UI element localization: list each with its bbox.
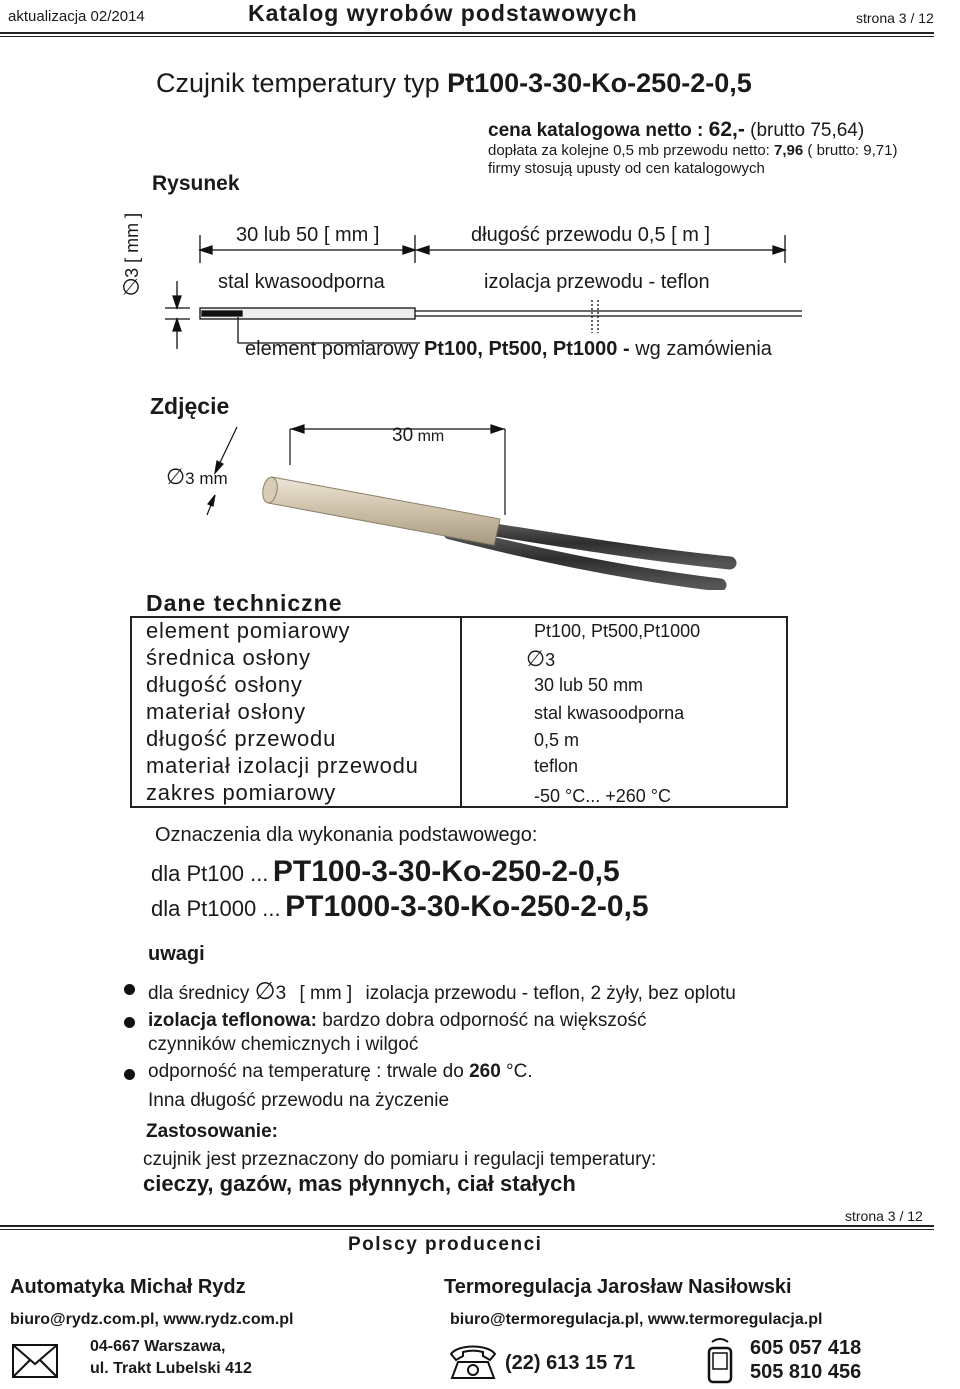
diameter-label-vertical — [118, 212, 144, 300]
photo-diameter-value: 3 mm — [185, 469, 228, 488]
sheath-material-label: stal kwasoodporna — [218, 271, 385, 293]
note-3-unit: °C. — [500, 1061, 533, 1082]
sheath-length-label: 30 lub 50 [ mm ] — [236, 224, 380, 246]
note-4: Inna długość przewodu na życzenie — [148, 1090, 450, 1111]
element-types: Pt100, Pt500, Pt1000 - — [423, 338, 636, 360]
note-3-value: 260 — [469, 1061, 501, 1082]
designation-pt1000-label: dla Pt1000 ... — [151, 896, 281, 921]
note-1-text: izolacja przewodu - teflon, 2 żyły, bez oplotu — [365, 983, 736, 1004]
price-value: 62,- — [708, 118, 745, 141]
designation-pt1000-code: PT1000-3-30-Ko-250-2-0,5 — [285, 890, 649, 923]
tech-label: średnica osłony — [146, 645, 311, 670]
tech-value: 3 — [545, 650, 556, 670]
application-media: cieczy, gazów, mas płynnych, ciał stałych — [143, 1171, 576, 1196]
bullet — [124, 1069, 135, 1080]
tech-value: -50 °C... +260 °C — [534, 786, 671, 806]
company-2-mobile-2[interactable]: 505 810 456 — [750, 1361, 862, 1383]
note-1-unit: [ mm ] — [299, 983, 353, 1004]
cable-length-label: długość przewodu 0,5 [ m ] — [471, 224, 711, 246]
designation-pt1000 — [151, 890, 649, 924]
company-1-name: Automatyka Michał Rydz — [10, 1276, 246, 1298]
update-date: aktualizacja 02/2014 — [8, 8, 145, 25]
company-1-address-2: ul. Trakt Lubelski 412 — [90, 1360, 252, 1377]
footer-rule — [0, 1225, 934, 1227]
element-label-suffix: wg zamówienia — [635, 338, 772, 360]
envelope-icon — [12, 1344, 58, 1383]
tech-value: teflon — [534, 756, 579, 776]
header-rule — [0, 32, 934, 34]
note-1-diameter: 3 — [275, 983, 287, 1004]
designation-pt100 — [151, 855, 620, 889]
company-2-contact[interactable]: biuro@termoregulacja.pl, www.termoregulacja.pl — [450, 1311, 823, 1328]
company-2-phone[interactable]: (22) 613 15 71 — [505, 1352, 636, 1374]
price-label: cena katalogowa netto : — [488, 120, 709, 141]
element-label-prefix: element pomiarowy — [245, 338, 424, 360]
tech-value-diameter — [526, 646, 555, 672]
insulation-label: izolacja przewodu - teflon — [484, 271, 710, 293]
extra-price-value: 7,96 — [774, 142, 804, 159]
photo-length-value: 30 — [392, 425, 414, 446]
product-code: Pt100-3-30-Ko-250-2-0,5 — [447, 68, 752, 98]
tech-label: materiał osłony — [146, 699, 306, 724]
diameter-icon: ∅ — [166, 464, 186, 489]
tech-table-divider — [460, 618, 462, 808]
diameter-label: 3 [ mm ] — [122, 212, 142, 278]
note-3 — [148, 1061, 533, 1083]
designation-pt100-label: dla Pt100 ... — [151, 861, 269, 886]
tech-label: materiał izolacji przewodu — [146, 753, 419, 778]
note-2-bold: izolacja teflonowa: — [148, 1010, 317, 1031]
telephone-icon — [448, 1342, 498, 1385]
note-1-prefix: dla średnicy — [148, 983, 255, 1004]
header-rule-thin — [0, 36, 934, 37]
application-text: czujnik jest przeznaczony do pomiaru i regulacji temperatury: — [143, 1149, 657, 1170]
element-label — [245, 338, 772, 361]
company-1-address-1: 04-667 Warszawa, — [90, 1338, 226, 1355]
diameter-icon: ∅ — [254, 978, 276, 1005]
tech-table — [130, 616, 788, 808]
extra-price-label: dopłata za kolejne 0,5 mb przewodu netto: — [488, 142, 775, 159]
producers-heading: Polscy producenci — [348, 1234, 543, 1255]
note-2-line2: czynników chemicznych i wilgoć — [148, 1034, 419, 1055]
tech-heading: Dane techniczne — [146, 590, 343, 616]
tech-value: 0,5 m — [534, 730, 580, 750]
note-2-text: bardzo dobra odporność na większość — [316, 1010, 647, 1031]
designation-pt100-code: PT100-3-30-Ko-250-2-0,5 — [272, 855, 620, 888]
tech-label: element pomiarowy — [146, 618, 351, 643]
footer-rule-thin — [0, 1229, 934, 1230]
price-brutto: (brutto 75,64) — [744, 120, 865, 141]
bullet — [124, 984, 135, 995]
tech-label: długość osłony — [146, 672, 303, 697]
tech-value: 30 lub 50 mm — [534, 675, 644, 695]
tech-value: stal kwasoodporna — [534, 703, 685, 723]
page-number: strona 3 / 12 — [856, 10, 934, 26]
note-2 — [148, 1010, 646, 1032]
photo-length-unit: mm — [413, 428, 445, 445]
photo-heading: Zdjęcie — [150, 393, 230, 419]
catalog-title: Katalog wyrobów podstawowych — [248, 0, 638, 26]
diameter-icon: ∅ — [526, 646, 546, 671]
sensor-photo — [200, 415, 740, 590]
mobile-phone-icon — [706, 1336, 734, 1389]
application-heading: Zastosowanie: — [146, 1121, 278, 1142]
bullet — [124, 1017, 135, 1028]
company-2-mobile-1[interactable]: 605 057 418 — [750, 1337, 862, 1359]
diameter-icon: ∅ — [121, 274, 141, 300]
discount-note: firmy stosują upusty od cen katalogowych — [488, 160, 765, 177]
drawing-heading: Rysunek — [152, 172, 240, 195]
notes-heading: uwagi — [148, 943, 205, 965]
tech-value: Pt100, Pt500,Pt1000 — [534, 621, 701, 641]
product-title-prefix: Czujnik temperatury typ — [156, 68, 448, 98]
tech-label: długość przewodu — [146, 726, 337, 751]
extra-price-line — [488, 142, 897, 159]
company-1-contact[interactable]: biuro@rydz.com.pl, www.rydz.com.pl — [10, 1311, 294, 1328]
tech-label: zakres pomiarowy — [146, 780, 337, 805]
designations-heading: Oznaczenia dla wykonania podstawowego: — [155, 824, 538, 846]
price-line — [488, 118, 864, 142]
note-3-text: odporność na temperaturę : trwale do — [148, 1061, 470, 1082]
footer-page-number: strona 3 / 12 — [845, 1208, 923, 1224]
company-2-name: Termoregulacja Jarosław Nasiłowski — [444, 1276, 792, 1298]
extra-price-brutto: ( brutto: 9,71) — [803, 142, 898, 159]
product-title — [156, 68, 752, 99]
note-1 — [148, 977, 736, 1006]
